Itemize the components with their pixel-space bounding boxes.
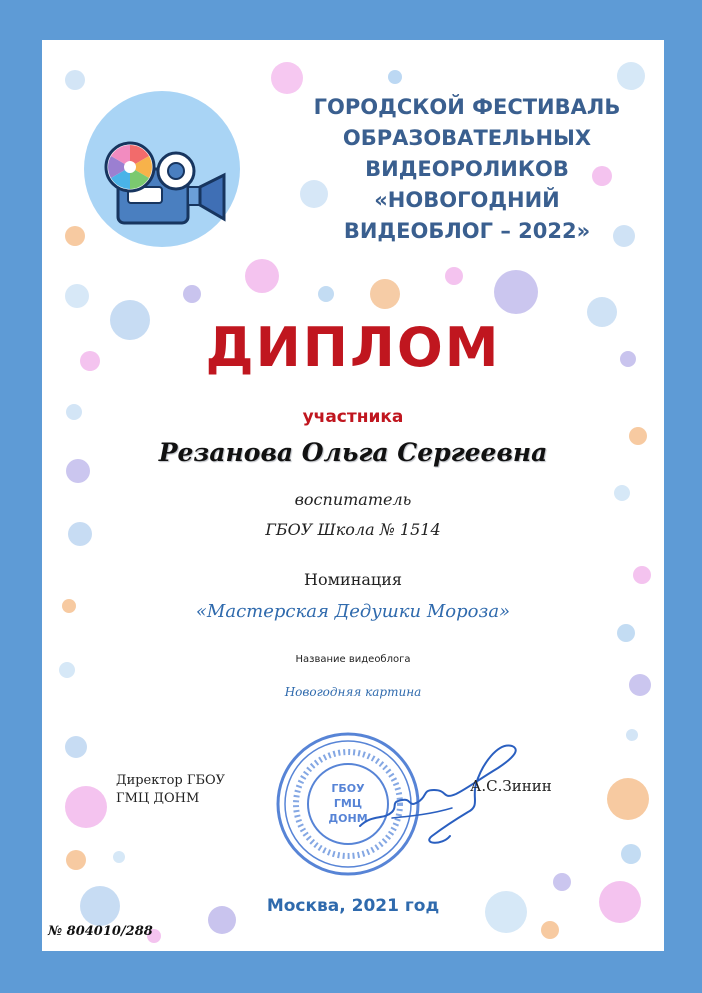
director-title-line: Директор ГБОУ	[116, 773, 226, 788]
director-title-line: ГМЦ ДОНМ	[116, 791, 200, 806]
recipient-name: Резанова Ольга Сергеевна	[158, 438, 548, 467]
festival-title-line: ОБРАЗОВАТЕЛЬНЫХ	[342, 126, 592, 150]
diploma-title: ДИПЛОМ	[205, 316, 501, 379]
festival-title-line: ВИДЕОБЛОГ – 2022»	[343, 219, 591, 243]
festival-title-line: ВИДЕОРОЛИКОВ	[365, 157, 569, 181]
nomination-label: Номинация	[304, 570, 402, 589]
festival-title-line: ГОРОДСКОЙ ФЕСТИВАЛЬ	[313, 95, 621, 119]
seal-text: ГБОУ	[331, 782, 365, 795]
festival-title	[282, 92, 652, 247]
seal-text: ДОНМ	[328, 812, 368, 825]
recipient-school: ГБОУ Школа № 1514	[265, 520, 441, 539]
seal-text: ГМЦ	[333, 797, 363, 810]
diploma-sheet	[42, 40, 664, 951]
recipient-position: воспитатель	[294, 490, 412, 509]
city-year: Москва, 2021 год	[266, 896, 440, 916]
videoblog-label: Название видеоблога	[295, 654, 411, 665]
director-title	[116, 772, 276, 808]
diploma-number: № 804010/288	[48, 924, 153, 939]
official-seal-stamp	[272, 728, 532, 878]
festival-title-line: «НОВОГОДНИЙ	[374, 188, 560, 212]
video-camera-icon	[84, 91, 240, 247]
nomination-value: «Мастерская Дедушки Мороза»	[195, 601, 511, 622]
participant-label: участника	[302, 407, 404, 427]
videoblog-value: Новогодняя картина	[284, 685, 422, 699]
signer-name: А.С.Зинин	[470, 777, 552, 795]
